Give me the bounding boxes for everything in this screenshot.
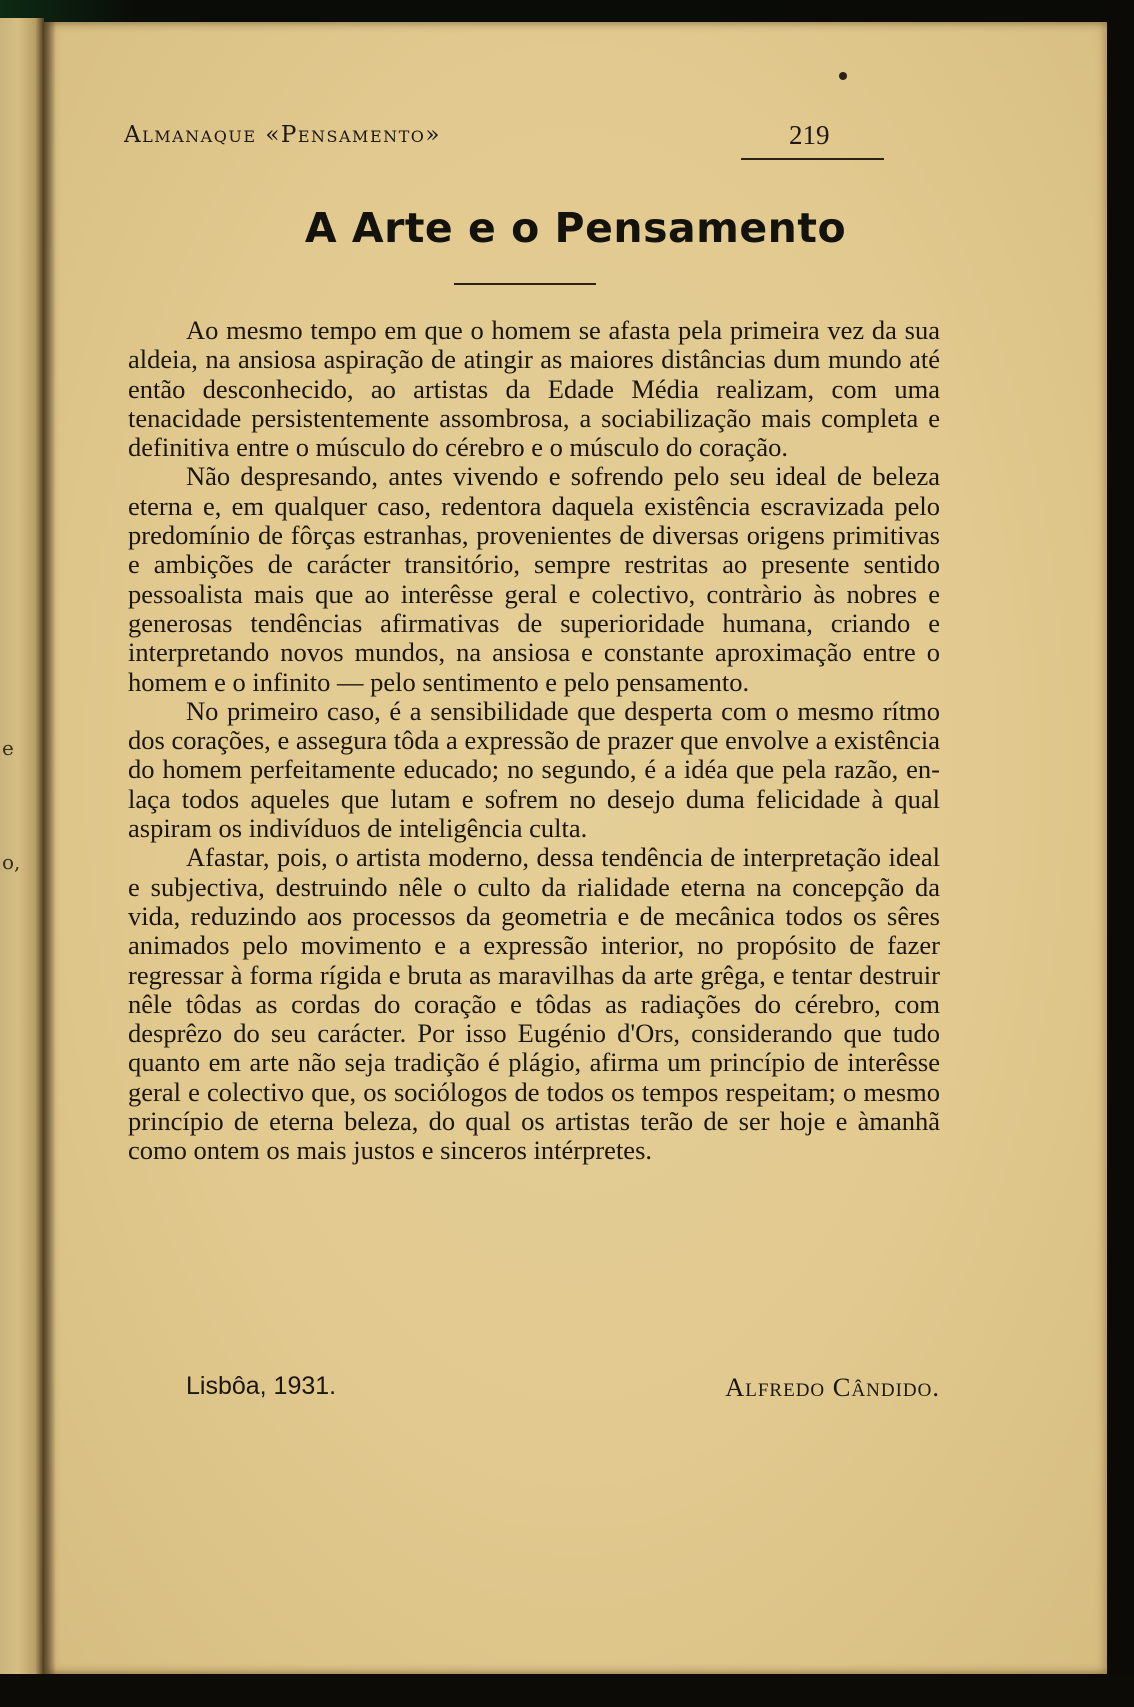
ink-speck: [839, 72, 847, 80]
previous-page-fragment: e: [2, 736, 14, 760]
article-title: A Arte e o Pensamento: [304, 204, 847, 252]
article-body: [128, 316, 940, 1166]
book-page: [44, 22, 1107, 1674]
paragraph: Ao mesmo tempo em que o homem se afasta pela primeira vez da sua aldeia, na ansiosa aspiração de atingir as maiores distâncias dum mundo até então desconhecido, ao artistas da Edade Média realizam, com uma tenacidade persistentemente assombrosa, a sociabilização mais completa e definitiva entre o músculo do cérebro e o músculo do coração.: [128, 315, 940, 463]
paragraph: No primeiro caso, é a sensibilidade que desperta com o mesmo rítmo dos corações, e assegura tôda a expressão de prazer que envolve a existência do homem perfeitamente educado; no segundo, é a idéa que pela razão, enlaça todos aqueles que lutam e sofrem no desejo duma felicidade à qual aspiram os indivíduos de inteligência culta.: [128, 695, 940, 844]
folio-rule: [741, 158, 884, 160]
scan-top-border: [0, 0, 1134, 22]
gutter-shadow: [44, 22, 56, 1674]
place-date: Lisbôa, 1931.: [186, 1372, 337, 1400]
scan-right-border: [1107, 0, 1134, 1707]
running-head: Almanaque «Pensamento»: [124, 122, 441, 148]
title-divider: [454, 283, 596, 285]
paragraph: Afastar, pois, o artista moderno, dessa tendência de interpretação ideal e subjectiva, destruindo nêle o culto da rialidade eterna na concepção da vida, reduzindo aos processos da geometria e de mecânica todos os sêres animados pelo movimento e a expressão interior, no propósito de fazer regressar à forma rígida e bruta as maravilhas da arte grêga, e tentar destruir nêle tôdas as cordas do coração e tôdas as radiações do cérebro, com desprêzo do seu carácter. Por isso Eugénio d'Ors, considerando que tudo quanto em arte não seja tradição é plágio, afirma um princípio de interêsse geral e colectivo que, os sociólogos de todos os tempos respeitam; o mesmo princípio de eterna beleza, do qual os artistas terão de ser hoje e àmanhã como ontem os mais justos e sinceros intérpretes.: [128, 842, 940, 1166]
author-name: Alfredo Cândido.: [725, 1372, 940, 1402]
page-number: 219: [789, 120, 830, 150]
previous-page-edge: [0, 18, 44, 1678]
paragraph: Não despresando, antes vivendo e sofrendo pelo seu ideal de beleza eterna e, em qualquer caso, redentora daquela existência escravizada pelo predomínio de fôrças estranhas, provenientes de diversas origens primitivas e ambições de carácter transitório, sempre restritas ao presente sentido pessoalista mais que ao interêsse geral e colectivo, contràrio às nobres e generosas tendências afirmativas de superioridade humana, criando e interpretando novos mundos, na ansiosa e constante aproximação entre o homem e o infinito — pelo sentimento e pelo pensamento.: [128, 461, 940, 697]
scan-bottom-border: [0, 1674, 1134, 1707]
previous-page-fragment: o,: [2, 850, 21, 874]
